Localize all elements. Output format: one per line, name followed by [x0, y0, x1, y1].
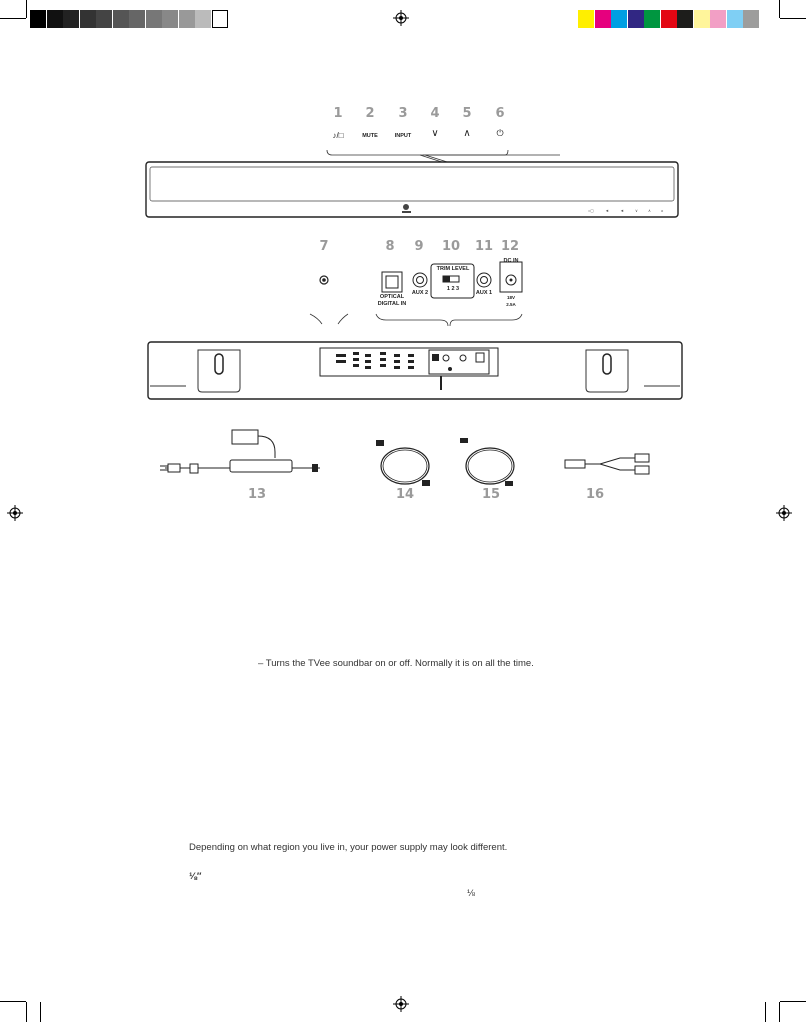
callout-number: 7	[319, 239, 329, 254]
callout-number: 4	[430, 106, 440, 121]
callout-number: 2	[365, 106, 375, 121]
crop-mark	[26, 1002, 27, 1022]
optical-label: OPTICAL DIGITAL IN	[377, 294, 407, 307]
dc-in-label: DC IN	[503, 258, 519, 264]
registration-target-icon	[7, 505, 23, 521]
color-swatch	[146, 10, 162, 28]
trim-level-values: 1 2 3	[446, 286, 460, 292]
color-swatch	[212, 10, 228, 28]
svg-text:◄: ◄	[620, 208, 624, 213]
registration-target-icon	[393, 10, 409, 26]
callout-number: 10	[441, 239, 461, 254]
color-swatch	[694, 10, 710, 28]
crop-mark	[0, 18, 26, 19]
soundbar-front-illustration	[140, 140, 690, 220]
color-swatch	[677, 10, 693, 28]
svg-text:◄: ◄	[605, 208, 609, 213]
color-swatch	[710, 10, 726, 28]
crop-mark	[780, 18, 806, 19]
color-swatch	[578, 10, 594, 28]
control-label: ∨	[431, 128, 439, 139]
color-swatch	[628, 10, 644, 28]
color-swatch	[644, 10, 660, 28]
svg-text:o: o	[661, 208, 664, 213]
svg-text:=◻: =◻	[588, 208, 594, 213]
svg-text:∨: ∨	[635, 208, 638, 213]
color-swatch	[47, 10, 63, 28]
aux1-label: AUX 1	[475, 290, 493, 296]
color-swatch	[30, 10, 46, 28]
crop-mark	[765, 1002, 766, 1022]
color-swatch	[595, 10, 611, 28]
crop-mark	[779, 0, 780, 18]
registration-target-icon	[776, 505, 792, 521]
color-swatch	[661, 10, 677, 28]
control-label: ∧	[463, 128, 471, 139]
callout-number: 1	[333, 106, 343, 121]
callout-number: 5	[462, 106, 472, 121]
control-label: ♪/□	[332, 131, 344, 140]
callout-number: 8	[385, 239, 395, 254]
callout-number: 13	[247, 487, 267, 502]
callout-number: 6	[495, 106, 505, 121]
callout-number: 15	[481, 487, 501, 502]
trim-level-title: TRIM LEVEL	[436, 266, 470, 272]
soundbar-rear-illustration	[140, 336, 690, 406]
callout-number: 3	[398, 106, 408, 121]
svg-text:∧: ∧	[648, 208, 651, 213]
eighth-inch-symbol: ⅛	[467, 888, 475, 899]
crop-mark	[26, 0, 27, 18]
region-note: Depending on what region you live in, your power supply may look different.	[189, 842, 508, 853]
callout-number: 9	[414, 239, 424, 254]
crop-mark	[780, 1001, 806, 1002]
dc-rating-label: 18V 2.5A	[506, 295, 516, 307]
color-swatch	[80, 10, 96, 28]
accessory-illustrations	[150, 418, 670, 496]
crop-mark	[0, 1001, 26, 1002]
color-swatch	[195, 10, 211, 28]
callout-number: 14	[395, 487, 415, 502]
color-swatch	[611, 10, 627, 28]
callout-number: 12	[500, 239, 520, 254]
crop-mark	[40, 1002, 41, 1022]
color-swatch	[129, 10, 145, 28]
control-label: ⏻	[496, 128, 504, 138]
callout-number: 11	[474, 239, 494, 254]
color-swatch	[63, 10, 79, 28]
color-swatch	[179, 10, 195, 28]
color-swatch	[96, 10, 112, 28]
callout-number: 16	[585, 487, 605, 502]
color-swatch	[162, 10, 178, 28]
control-label: INPUT	[394, 133, 412, 139]
color-swatch	[743, 10, 759, 28]
aux2-label: AUX 2	[411, 290, 429, 296]
color-swatch	[727, 10, 743, 28]
crop-mark	[779, 1002, 780, 1022]
power-button-description: – Turns the TVee soundbar on or off. Normally it is on all the time.	[258, 658, 534, 669]
eighth-inch-symbol: ⅛″	[189, 871, 202, 882]
registration-target-icon	[393, 996, 409, 1012]
control-label: MUTE	[362, 133, 378, 139]
color-swatch	[113, 10, 129, 28]
